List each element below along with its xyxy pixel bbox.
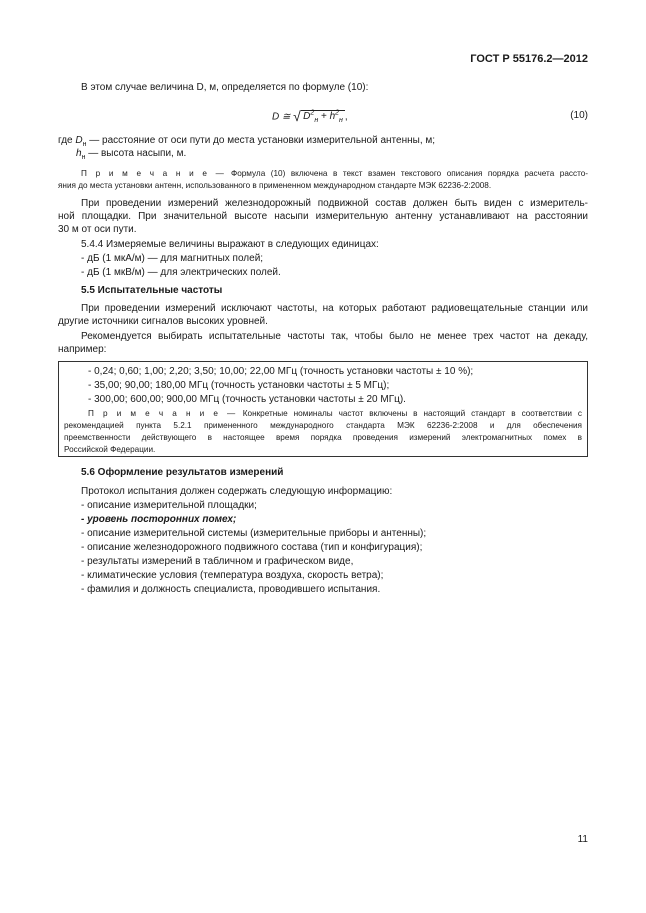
note1-line1: П р и м е ч а н и е — Формула (10) включена в текст взамен текстового описания порядка расчета рассто-	[81, 169, 589, 178]
list-item: - уровень посторонних помех;	[81, 514, 237, 525]
freq-note-line2: рекомендацией пункта 5.2.1 примененного международного стандарта МЭК 62236-2:2008 и для обеспечения	[64, 421, 582, 430]
section-5-6-intro: Протокол испытания должен содержать следующую информацию:	[81, 486, 393, 497]
formula-number: (10)	[570, 110, 588, 121]
units-heading: 5.4.4 Измеряемые величины выражают в следующих единицах:	[81, 239, 379, 250]
standard-header: ГОСТ Р 55176.2—2012	[470, 53, 588, 65]
freq-note-line4: Российской Федерации.	[64, 445, 156, 454]
units-electric: - дБ (1 мкВ/м) — для электрических полей.	[81, 267, 281, 278]
section-5-5-p1-line2: другие источники сигналов высоких уровней.	[58, 316, 268, 327]
section-5-6-title: 5.6 Оформление результатов измерений	[81, 467, 284, 478]
formula-d: D	[303, 111, 311, 123]
freq-note-line3: преемственности действующего в настоящее время порядка проведения измерений электромагнитных помех в	[64, 433, 582, 442]
list-item: - результаты измерений в табличном и графическом виде,	[81, 556, 354, 567]
freq-item-2: - 35,00; 90,00; 180,00 МГц (точность установки частоты ± 5 МГц);	[88, 380, 390, 391]
where-hn: $h_н$ — высота насыпи, м.	[76, 148, 187, 161]
where-dn: где $D_н$ — расстояние от оси пути до места установки измерительной антенны, м;	[58, 135, 436, 148]
list-item: - фамилия и должность специалиста, проводившего испытания.	[81, 584, 381, 595]
list-item: - климатические условия (температура воздуха, скорость ветра);	[81, 570, 384, 581]
para1-line3: 30 м от оси пути.	[58, 224, 137, 235]
para1-line1: При проведении измерений железнодорожный подвижной состав должен быть виден с измеритель-	[81, 198, 588, 209]
section-5-5-p2-line1: Рекомендуется выбирать испытательные частоты так, чтобы было не менее трех частот на декаду,	[81, 331, 588, 342]
formula-h: h	[329, 111, 336, 123]
section-5-5-p2-line2: например:	[58, 344, 107, 355]
list-item: - описание измерительной площадки;	[81, 500, 257, 511]
radical-sign: √ $D^2_н + h^2_н$	[293, 108, 343, 125]
units-magnetic: - дБ (1 мкА/м) — для магнитных полей;	[81, 253, 264, 264]
formula-10: D ≅ √ $D^2_н + h^2_н$ ,	[272, 108, 348, 125]
note1-line2: яния до места установки антенн, использованного в примененном международном стандарте МЭК 62236-2:2008.	[58, 181, 492, 190]
list-item: - описание измерительной системы (измерительные приборы и антенны);	[81, 528, 427, 539]
section-5-5-p1-line1: При проведении измерений исключают частоты, на которых работают радиовещательные станции или	[81, 303, 588, 314]
para1-line2: ной площадки. При значительной высоте насыпи измерительную антенну устанавливают на расстоянии	[58, 211, 588, 222]
formula-lhs: D ≅	[272, 111, 291, 123]
freq-item-1: - 0,24; 0,60; 1,00; 2,20; 3,50; 10,00; 22,00 МГц (точность установки частоты ± 10 %);	[88, 366, 474, 377]
formula-intro: В этом случае величина D, м, определяется по формуле (10):	[81, 82, 369, 93]
section-5-5-title: 5.5 Испытательные частоты	[81, 285, 223, 296]
list-item: - описание железнодорожного подвижного состава (тип и конфигурация);	[81, 542, 423, 553]
freq-note-line1: П р и м е ч а н и е — Конкретные номиналы частот включены в настоящий стандарт в соответствии с	[88, 409, 583, 418]
page-number: 11	[577, 834, 588, 845]
freq-item-3: - 300,00; 600,00; 900,00 МГц (точность установки частоты ± 20 МГц).	[88, 394, 406, 405]
